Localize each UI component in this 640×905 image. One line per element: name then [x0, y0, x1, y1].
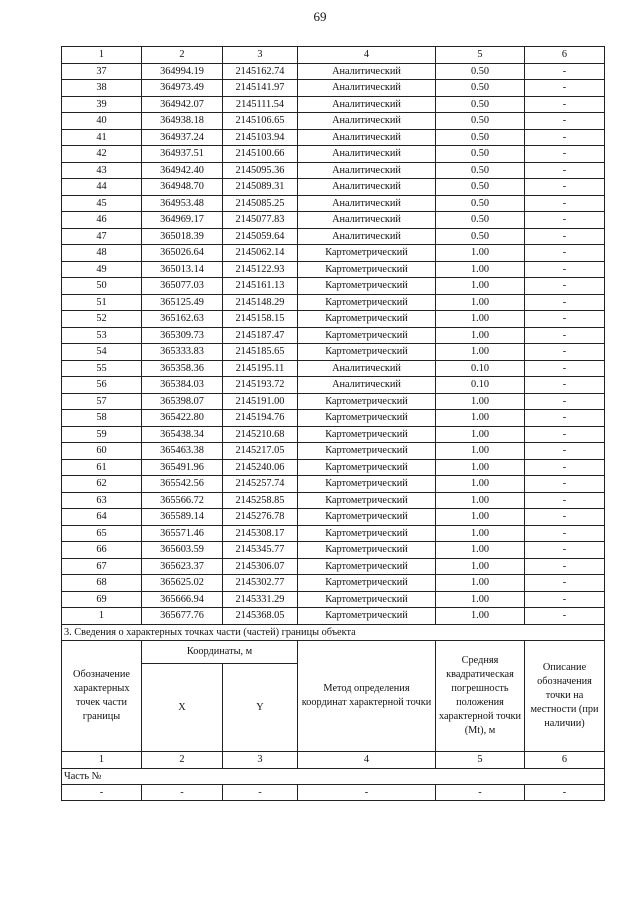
table-cell: 63	[62, 492, 142, 509]
table-row	[62, 212, 605, 229]
table-cell: -	[525, 63, 605, 80]
table-row	[62, 591, 605, 608]
table-cell: Аналитический	[298, 212, 436, 229]
table-cell: 365623.37	[142, 558, 223, 575]
table-cell: 40	[62, 113, 142, 130]
table-cell: -	[525, 228, 605, 245]
table-cell: -	[525, 113, 605, 130]
table-cell: 0.50	[436, 228, 525, 245]
table-cell: 365125.49	[142, 294, 223, 311]
table-row	[62, 542, 605, 559]
table-cell: -	[525, 311, 605, 328]
table-cell: 2145062.14	[223, 245, 298, 262]
table-cell: -	[525, 591, 605, 608]
table-cell: 41	[62, 129, 142, 146]
table-cell: Картометрический	[298, 327, 436, 344]
table-row	[62, 311, 605, 328]
table-cell: Аналитический	[298, 228, 436, 245]
table-cell: 2145106.65	[223, 113, 298, 130]
table-cell: 1.00	[436, 591, 525, 608]
table-cell: 0.50	[436, 80, 525, 97]
table-cell: 365603.59	[142, 542, 223, 559]
table-cell: 2145095.36	[223, 162, 298, 179]
table-cell: 2145085.25	[223, 195, 298, 212]
table-cell: 57	[62, 393, 142, 410]
table-cell: 365463.38	[142, 443, 223, 460]
table-cell: Аналитический	[298, 96, 436, 113]
table-cell: 0.50	[436, 179, 525, 196]
table-cell: 365571.46	[142, 525, 223, 542]
table-cell: 0.10	[436, 360, 525, 377]
section-header-row	[62, 640, 605, 663]
col-y-header: Y	[223, 663, 298, 751]
part-label: Часть №	[62, 768, 605, 784]
table-cell: 2145195.11	[223, 360, 298, 377]
table-row	[62, 113, 605, 130]
table-row	[62, 608, 605, 625]
table-row	[62, 179, 605, 196]
table-row	[62, 278, 605, 295]
table-cell: -	[525, 410, 605, 427]
table-cell: 1.00	[436, 393, 525, 410]
table-cell: Картометрический	[298, 261, 436, 278]
table-cell: -	[525, 443, 605, 460]
table-cell: -	[525, 162, 605, 179]
table-cell: Аналитический	[298, 80, 436, 97]
table-cell: 1.00	[436, 525, 525, 542]
table-cell: 52	[62, 311, 142, 328]
table-cell: 0.10	[436, 377, 525, 394]
table-cell: 61	[62, 459, 142, 476]
table-cell: Аналитический	[298, 179, 436, 196]
table-cell: 364969.17	[142, 212, 223, 229]
table-row	[62, 459, 605, 476]
table-row	[62, 476, 605, 493]
col-point-header: Обозначение характерных точек части границы	[62, 640, 142, 751]
table-cell: 2145162.74	[223, 63, 298, 80]
table-cell: 44	[62, 179, 142, 196]
table-cell: -	[525, 80, 605, 97]
table-cell: -	[525, 146, 605, 163]
table-row	[62, 344, 605, 361]
table-cell: 365438.34	[142, 426, 223, 443]
table-cell: Картометрический	[298, 558, 436, 575]
table-cell: -	[525, 377, 605, 394]
table-cell: Аналитический	[298, 195, 436, 212]
table-cell: Аналитический	[298, 113, 436, 130]
column-number: 3	[223, 47, 298, 64]
table-cell: -	[525, 96, 605, 113]
table-cell: 59	[62, 426, 142, 443]
column-number: 4	[298, 47, 436, 64]
column-number: 3	[223, 751, 298, 768]
table-cell: 1.00	[436, 443, 525, 460]
table-cell: 1.00	[436, 344, 525, 361]
table-cell: Картометрический	[298, 525, 436, 542]
table-cell: 1.00	[436, 294, 525, 311]
table-cell: 60	[62, 443, 142, 460]
table-cell: Картометрический	[298, 459, 436, 476]
table-cell: -	[525, 393, 605, 410]
table-cell: 365384.03	[142, 377, 223, 394]
table-cell: -	[525, 575, 605, 592]
table-cell: 0.50	[436, 162, 525, 179]
table-cell: 49	[62, 261, 142, 278]
table-cell: 56	[62, 377, 142, 394]
table-cell: 2145122.93	[223, 261, 298, 278]
table-cell: Картометрический	[298, 608, 436, 625]
table-cell: 365358.36	[142, 360, 223, 377]
table-cell: Картометрический	[298, 476, 436, 493]
table-cell: 365491.96	[142, 459, 223, 476]
table-cell: Аналитический	[298, 146, 436, 163]
table-cell: 365013.14	[142, 261, 223, 278]
table-cell: 1.00	[436, 492, 525, 509]
table-cell: 364994.19	[142, 63, 223, 80]
table-cell: Картометрический	[298, 575, 436, 592]
table-row	[62, 492, 605, 509]
table-cell: -	[525, 245, 605, 262]
table-cell: 365077.03	[142, 278, 223, 295]
table-cell: 55	[62, 360, 142, 377]
table-cell: 1.00	[436, 426, 525, 443]
boundary-points-table	[61, 46, 605, 801]
table-cell: 364948.70	[142, 179, 223, 196]
table-cell: 66	[62, 542, 142, 559]
table-cell: 1.00	[436, 476, 525, 493]
table-cell: 65	[62, 525, 142, 542]
table-cell: 53	[62, 327, 142, 344]
table-cell: 2145306.07	[223, 558, 298, 575]
table-cell: 364953.48	[142, 195, 223, 212]
table-row	[62, 294, 605, 311]
table-cell: 2145210.68	[223, 426, 298, 443]
table-cell: 2145257.74	[223, 476, 298, 493]
table-row	[62, 162, 605, 179]
table-cell: -	[525, 784, 605, 800]
table-cell: -	[525, 212, 605, 229]
table-cell: 2145217.05	[223, 443, 298, 460]
table-cell: 51	[62, 294, 142, 311]
table-cell: 365026.64	[142, 245, 223, 262]
table-cell: 54	[62, 344, 142, 361]
column-number: 2	[142, 751, 223, 768]
table-cell: 2145331.29	[223, 591, 298, 608]
table-cell: 2145345.77	[223, 542, 298, 559]
page-number: 69	[313, 9, 327, 24]
table-cell: Аналитический	[298, 129, 436, 146]
table-row	[62, 426, 605, 443]
table-cell: -	[525, 327, 605, 344]
table-cell: 2145141.97	[223, 80, 298, 97]
table-cell: 365625.02	[142, 575, 223, 592]
table-cell: Аналитический	[298, 377, 436, 394]
table-cell: 38	[62, 80, 142, 97]
col-desc-header: Описание обозначения точки на местности (при наличии)	[525, 640, 605, 751]
table-cell: -	[525, 525, 605, 542]
table-cell: 0.50	[436, 195, 525, 212]
table-cell: 2145276.78	[223, 509, 298, 526]
section-title: 3. Сведения о характерных точках части (частей) границы объекта	[62, 624, 605, 640]
table-cell: 0.50	[436, 212, 525, 229]
table-row	[62, 63, 605, 80]
table-cell: 67	[62, 558, 142, 575]
table-cell: Картометрический	[298, 393, 436, 410]
table-cell: 2145185.65	[223, 344, 298, 361]
table-cell: 1.00	[436, 509, 525, 526]
table-cell: 1.00	[436, 459, 525, 476]
table-cell: 365566.72	[142, 492, 223, 509]
table-cell: 365018.39	[142, 228, 223, 245]
col-error-header: Средняя квадратическая погрешность положения характерной точки (Mt), м	[436, 640, 525, 751]
table-cell: -	[436, 784, 525, 800]
table-cell: Аналитический	[298, 63, 436, 80]
table-cell: 2145161.13	[223, 278, 298, 295]
table-row	[62, 228, 605, 245]
column-number: 5	[436, 47, 525, 64]
table-cell: Картометрический	[298, 245, 436, 262]
table-cell: -	[298, 784, 436, 800]
table-cell: 2145111.54	[223, 96, 298, 113]
table-cell: Картометрический	[298, 278, 436, 295]
column-number: 4	[298, 751, 436, 768]
table-cell: 0.50	[436, 129, 525, 146]
table-cell: 365333.83	[142, 344, 223, 361]
table-cell: 2145194.76	[223, 410, 298, 427]
table-cell: -	[525, 129, 605, 146]
table-cell: 1.00	[436, 542, 525, 559]
column-number: 6	[525, 751, 605, 768]
table-cell: 2145100.66	[223, 146, 298, 163]
table-row	[62, 393, 605, 410]
table-row	[62, 410, 605, 427]
table-cell: -	[525, 195, 605, 212]
col-x-header: X	[142, 663, 223, 751]
table-cell: 58	[62, 410, 142, 427]
table-cell: -	[525, 261, 605, 278]
col-coords-header: Координаты, м	[142, 640, 298, 663]
table-cell: 365589.14	[142, 509, 223, 526]
table-row	[62, 129, 605, 146]
table-cell: 365422.80	[142, 410, 223, 427]
table-cell: 0.50	[436, 63, 525, 80]
table-cell: 2145240.06	[223, 459, 298, 476]
column-number: 2	[142, 47, 223, 64]
table-cell: -	[525, 179, 605, 196]
table-cell: 364938.18	[142, 113, 223, 130]
part-row	[62, 768, 605, 784]
table-cell: -	[525, 294, 605, 311]
table-cell: 42	[62, 146, 142, 163]
table-cell: Картометрический	[298, 443, 436, 460]
table-cell: Картометрический	[298, 311, 436, 328]
table-row	[62, 377, 605, 394]
table-cell: -	[525, 558, 605, 575]
table-cell: Картометрический	[298, 591, 436, 608]
table-cell: 364942.07	[142, 96, 223, 113]
table-row	[62, 360, 605, 377]
table-cell: 1.00	[436, 278, 525, 295]
table-cell: 50	[62, 278, 142, 295]
table-cell: 46	[62, 212, 142, 229]
table-cell: 365677.76	[142, 608, 223, 625]
table-row	[62, 558, 605, 575]
table-cell: -	[525, 426, 605, 443]
table-cell: 365309.73	[142, 327, 223, 344]
table-row	[62, 261, 605, 278]
table-cell: 1.00	[436, 608, 525, 625]
table-cell: -	[525, 360, 605, 377]
table-row	[62, 509, 605, 526]
table-cell: 2145158.15	[223, 311, 298, 328]
table-cell: 364942.40	[142, 162, 223, 179]
table-cell: 2145059.64	[223, 228, 298, 245]
table-cell: 2145077.83	[223, 212, 298, 229]
table-cell: 1.00	[436, 311, 525, 328]
table-row	[62, 195, 605, 212]
table-cell: 62	[62, 476, 142, 493]
column-number: 5	[436, 751, 525, 768]
table-cell: 45	[62, 195, 142, 212]
table-cell: Картометрический	[298, 410, 436, 427]
column-number: 6	[525, 47, 605, 64]
table-cell: Картометрический	[298, 294, 436, 311]
table-cell: 2145193.72	[223, 377, 298, 394]
table-cell: Картометрический	[298, 542, 436, 559]
table-cell: 364973.49	[142, 80, 223, 97]
table-row	[62, 146, 605, 163]
table-cell: 365398.07	[142, 393, 223, 410]
table-cell: -	[525, 278, 605, 295]
table-cell: 365162.63	[142, 311, 223, 328]
table-cell: -	[525, 608, 605, 625]
table-cell: -	[223, 784, 298, 800]
table-cell: 2145258.85	[223, 492, 298, 509]
table-cell: 64	[62, 509, 142, 526]
table-cell: Картометрический	[298, 509, 436, 526]
table-cell: 0.50	[436, 113, 525, 130]
table-cell: Аналитический	[298, 162, 436, 179]
table-row	[62, 96, 605, 113]
table-cell: 37	[62, 63, 142, 80]
table-cell: 0.50	[436, 96, 525, 113]
table-cell: 2145148.29	[223, 294, 298, 311]
table-cell: 69	[62, 591, 142, 608]
table-cell: 1.00	[436, 575, 525, 592]
table-cell: 1.00	[436, 261, 525, 278]
table-cell: Картометрический	[298, 492, 436, 509]
table-header-row	[62, 47, 605, 64]
table-row	[62, 443, 605, 460]
table-cell: 365542.56	[142, 476, 223, 493]
table-cell: 2145368.05	[223, 608, 298, 625]
table-row	[62, 80, 605, 97]
table-cell: 0.50	[436, 146, 525, 163]
table-cell: Картометрический	[298, 426, 436, 443]
table-cell: 1.00	[436, 245, 525, 262]
col-method-header: Метод определения координат характерной точки	[298, 640, 436, 751]
table-cell: 2145089.31	[223, 179, 298, 196]
section-column-numbers-row	[62, 751, 605, 768]
table-row	[62, 575, 605, 592]
table-cell: 68	[62, 575, 142, 592]
column-number: 1	[62, 47, 142, 64]
table-cell: 2145191.00	[223, 393, 298, 410]
table-row	[62, 525, 605, 542]
table-cell: -	[62, 784, 142, 800]
table-cell: -	[525, 492, 605, 509]
table-cell: -	[525, 509, 605, 526]
table-cell: 1.00	[436, 410, 525, 427]
table-cell: 39	[62, 96, 142, 113]
table-cell: 1	[62, 608, 142, 625]
table-cell: 2145187.47	[223, 327, 298, 344]
table-cell: -	[525, 476, 605, 493]
table-cell: 43	[62, 162, 142, 179]
table-cell: 2145302.77	[223, 575, 298, 592]
empty-row	[62, 784, 605, 800]
table-cell: -	[142, 784, 223, 800]
table-cell: -	[525, 542, 605, 559]
table-cell: 365666.94	[142, 591, 223, 608]
column-number: 1	[62, 751, 142, 768]
table-cell: -	[525, 344, 605, 361]
table-cell: Аналитический	[298, 360, 436, 377]
table-cell: 47	[62, 228, 142, 245]
table-cell: -	[525, 459, 605, 476]
table-row	[62, 245, 605, 262]
table-cell: 1.00	[436, 558, 525, 575]
table-cell: Картометрический	[298, 344, 436, 361]
table-cell: 2145308.17	[223, 525, 298, 542]
table-cell: 364937.51	[142, 146, 223, 163]
table-row	[62, 327, 605, 344]
table-cell: 48	[62, 245, 142, 262]
section-title-row	[62, 624, 605, 640]
table-cell: 2145103.94	[223, 129, 298, 146]
table-cell: 1.00	[436, 327, 525, 344]
table-cell: 364937.24	[142, 129, 223, 146]
